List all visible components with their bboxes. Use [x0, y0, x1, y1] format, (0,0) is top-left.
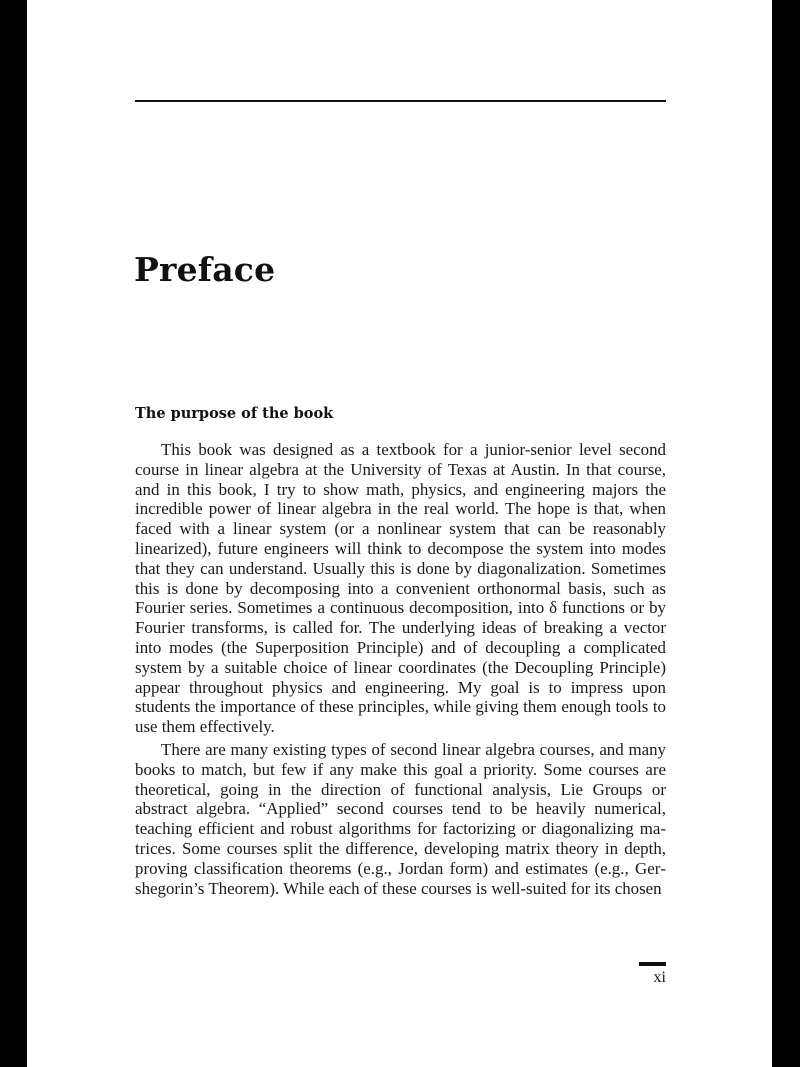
page-number: xi [653, 969, 666, 986]
paragraph-1: This book was designed as a textbook for a junior-senior level second course in linear algebra at the University of Texas at Austin. In that course, and in this book, I try to show math, physics, and engineering majors the incredible power of linear algebra in the real world. The hope is that, when faced with a linear system (or a nonlinear system that can be reasonably linearized), future engineers will think to decompose the system into modes that they can understand. Usually this is done by diagonalization. Sometimes this is done by decomposing into a convenient orthonormal basis, such as Fourier series. Sometimes a continuous decomposition, into δ functions or by Fourier transforms, is called for. The underlying ideas of breaking a vector into modes (the Superposition Principle) and of decoupling a complicated system by a suitable choice of linear coordinates (the Decoupling Principle) appear throughout physics and engineering. My goal is to impress upon students the importance of these principles, while giving them enough tools to use them effectively. [135, 440, 666, 737]
body-text [135, 440, 666, 901]
book-page [27, 0, 772, 1067]
chapter-title: Preface [134, 250, 276, 289]
section-heading: The purpose of the book [135, 405, 334, 422]
chapter-top-rule [135, 100, 666, 102]
paragraph-2: There are many existing types of second linear algebra courses, and many books to match, but few if any make this goal a priority. Some courses are theoretical, going in the direction of functional analysis, Lie Groups or abstract algebra. “Applied” second courses tend to be heavily numerical, teaching efficient and robust algorithms for factorizing or diagonalizing matrices. Some courses split the difference, developing matrix theory in depth, proving classification theorems (e.g., Jordan form) and estimates (e.g., Gershegorin’s Theorem). While each of these courses is well-suited for its chosen [135, 739, 666, 898]
footer-rule [639, 962, 666, 966]
